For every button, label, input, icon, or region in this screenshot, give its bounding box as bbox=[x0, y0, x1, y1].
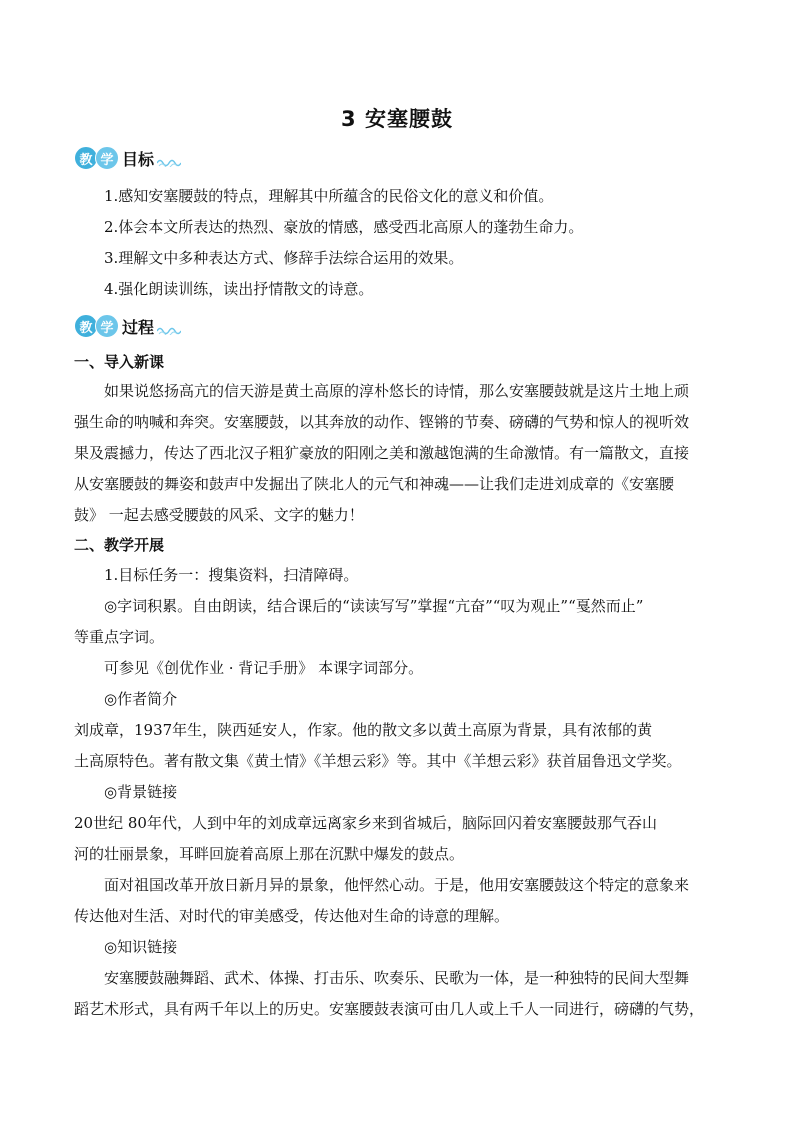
paragraph-line: 强生命的呐喊和奔突。安塞腰鼓，以其奔放的动作、铿锵的节奏、磅礴的气势和惊人的视听效 bbox=[74, 413, 690, 431]
paragraph-line: 如果说悠扬高亢的信天游是黄土高原的淳朴悠长的诗情，那么安塞腰鼓就是这片土地上顽 bbox=[104, 382, 690, 400]
paragraph-line: 刘成章，1937年生，陕西延安人，作家。他的散文多以黄土高原为背景，具有浓郁的黄 bbox=[74, 721, 653, 739]
paragraph-line: 可参见《创优作业 · 背记手册》 本课字词部分。 bbox=[104, 659, 424, 677]
paragraph-line: 传达他对生活、对时代的审美感受，传达他对生命的诗意的理解。 bbox=[74, 907, 510, 925]
section-head-text: 过程 bbox=[122, 317, 155, 337]
paragraph-line: 蹈艺术形式，具有两千年以上的历史。安塞腰鼓表演可由几人或上千人一同进行，磅礴的气势， bbox=[74, 1000, 705, 1018]
paragraph-line: 安塞腰鼓融舞蹈、武术、体操、打击乐、吹奏乐、民歌为一体，是一种独特的民间大型舞 bbox=[104, 969, 690, 987]
section-head-goals bbox=[74, 145, 181, 171]
paragraph-line: 土高原特色。著有散文集《黄土情》《羊想云彩》等。其中《羊想云彩》获首届鲁迅文学奖。 bbox=[74, 752, 682, 770]
section-badge bbox=[74, 146, 116, 170]
wave-decoration-icon bbox=[157, 325, 181, 335]
badge-char: 学 bbox=[95, 314, 119, 338]
paragraph-line: ◎字词积累。自由朗读，结合课后的“读读写写”掌握“亢奋”“叹为观止”“戛然而止” bbox=[104, 597, 644, 615]
subsection-heading: 一、导入新课 bbox=[74, 353, 165, 371]
paragraph-line: 从安塞腰鼓的舞姿和鼓声中发掘出了陕北人的元气和神魂——让我们走进刘成章的《安塞腰 bbox=[74, 475, 675, 493]
badge-char: 学 bbox=[95, 146, 119, 170]
paragraph-line: 果及震撼力，传达了西北汉子粗犷豪放的阳刚之美和激越饱满的生命激情。有一篇散文，直接 bbox=[74, 444, 690, 462]
paragraph-line: 20世纪 80年代，人到中年的刘成章远离家乡来到省城后，脑际回闪着安塞腰鼓那气吞山 bbox=[74, 814, 657, 832]
paragraph-line: 等重点字词。 bbox=[74, 628, 165, 646]
section-head-text: 目标 bbox=[122, 149, 155, 169]
section-head-process bbox=[74, 313, 181, 339]
task-line: 1.目标任务一：搜集资料，扫清障碍。 bbox=[104, 566, 359, 584]
badge-char: 教 bbox=[74, 146, 98, 170]
goal-item: 4.强化朗读训练，读出抒情散文的诗意。 bbox=[104, 280, 374, 298]
item-heading: ◎背景链接 bbox=[104, 783, 178, 801]
paragraph-line: 面对祖国改革开放日新月异的景象，他怦然心动。于是，他用安塞腰鼓这个特定的意象来 bbox=[104, 876, 690, 894]
item-heading: ◎知识链接 bbox=[104, 938, 178, 956]
goal-item: 3.理解文中多种表达方式、修辞手法综合运用的效果。 bbox=[104, 249, 464, 267]
goal-item: 2.体会本文所表达的热烈、豪放的情感，感受西北高原人的蓬勃生命力。 bbox=[104, 218, 584, 236]
paragraph-line: 鼓》 一起去感受腰鼓的风采、文字的魅力！ bbox=[74, 506, 364, 524]
subsection-heading: 二、教学开展 bbox=[74, 536, 165, 554]
badge-char: 教 bbox=[74, 314, 98, 338]
wave-decoration-icon bbox=[157, 157, 181, 167]
item-heading: ◎作者简介 bbox=[104, 690, 178, 708]
section-badge bbox=[74, 314, 116, 338]
paragraph-line: 河的壮丽景象，耳畔回旋着高原上那在沉默中爆发的鼓点。 bbox=[74, 845, 465, 863]
lesson-title: 3 安塞腰鼓 bbox=[341, 107, 453, 131]
goal-item: 1.感知安塞腰鼓的特点，理解其中所蕴含的民俗文化的意义和价值。 bbox=[104, 187, 554, 205]
